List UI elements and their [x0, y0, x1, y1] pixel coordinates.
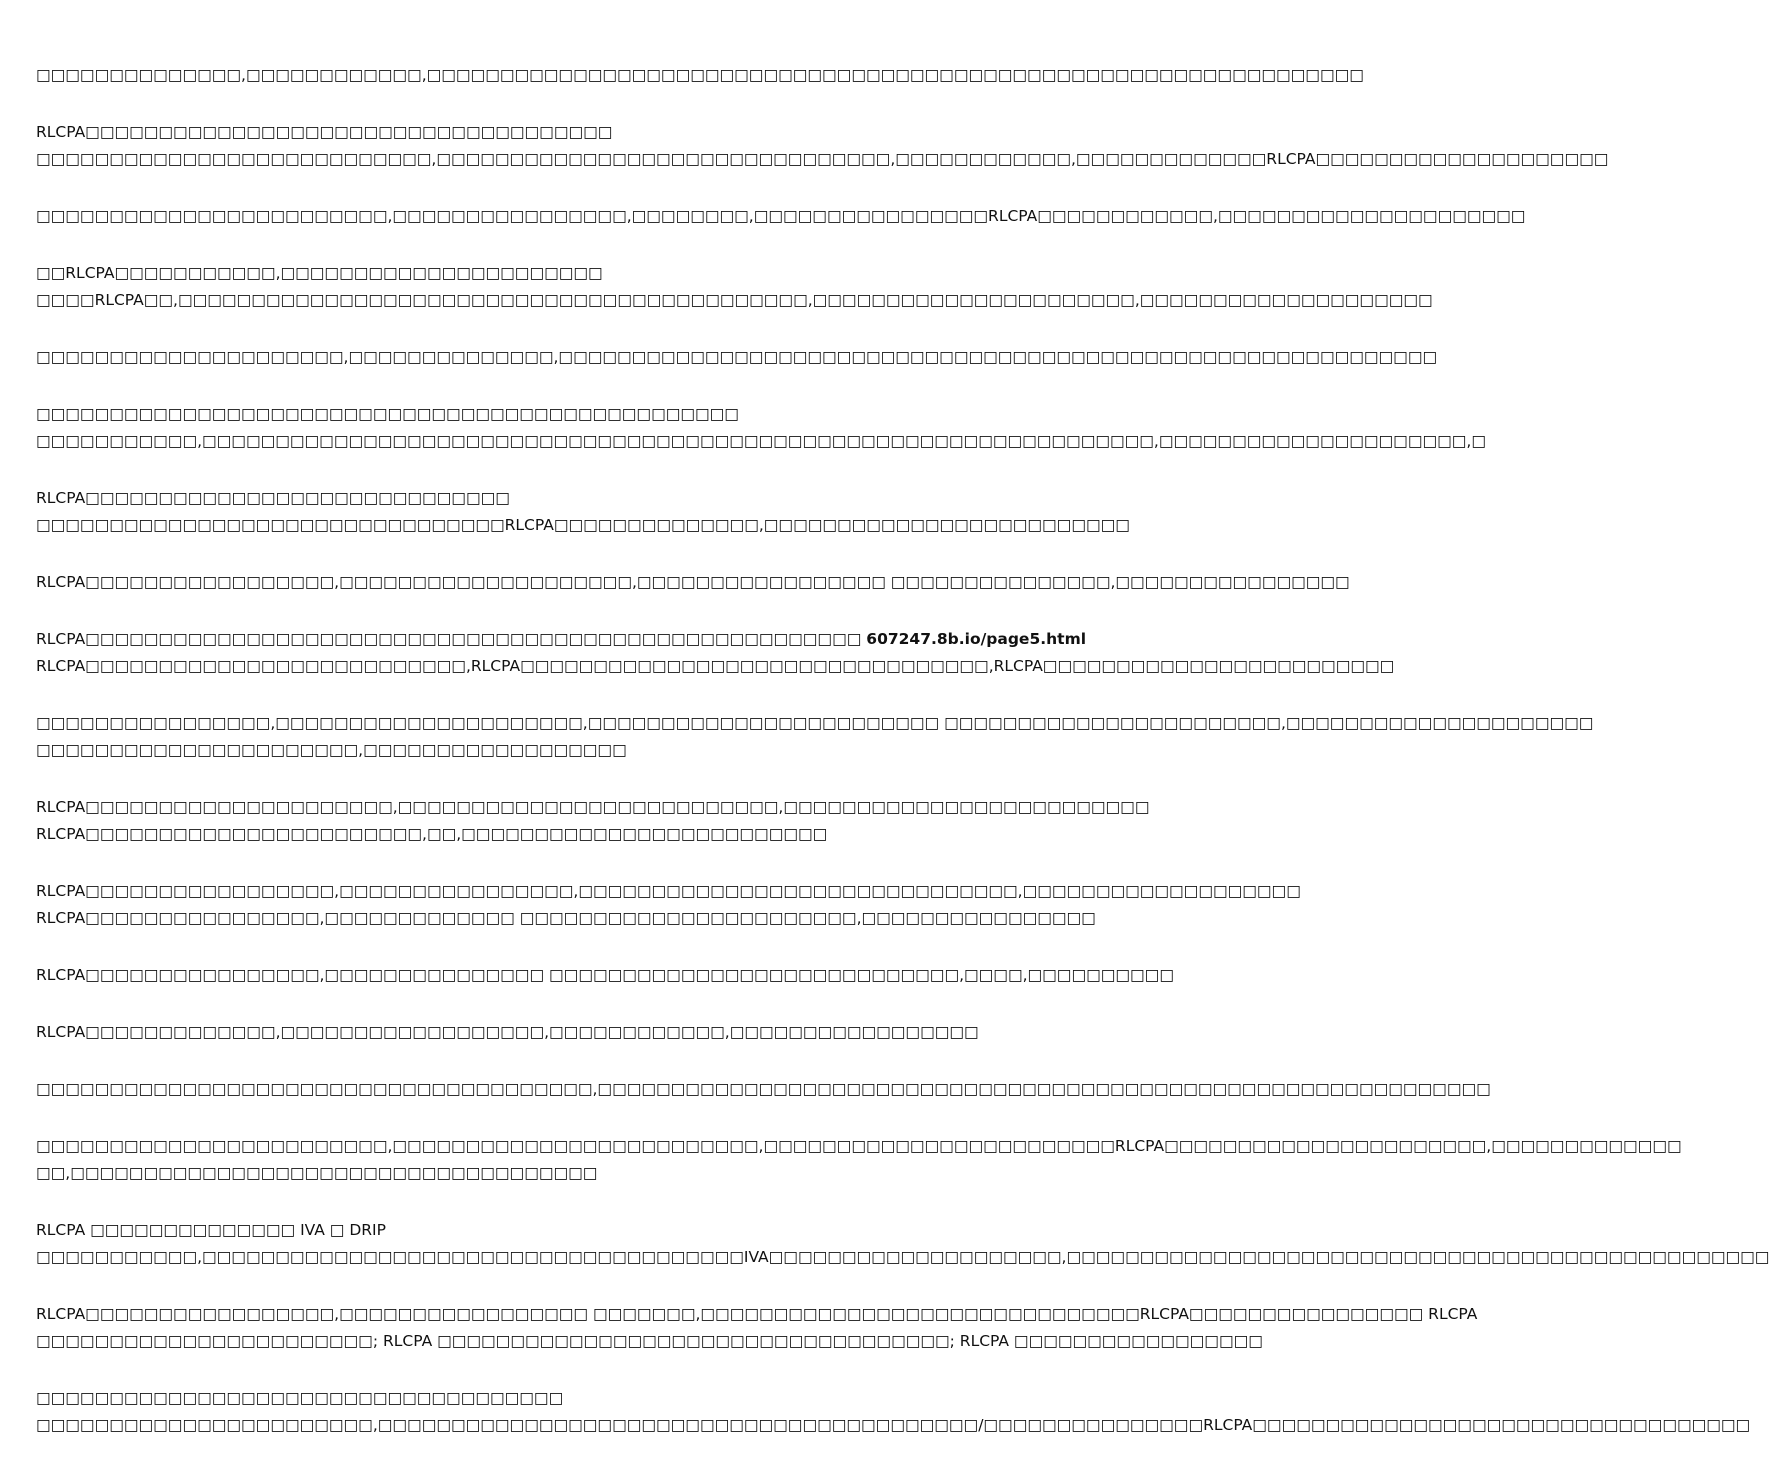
- paragraph: [36, 794, 1150, 848]
- text-line: [36, 1328, 1263, 1355]
- line-text: □□□□□□□□□□□□□□□□□□□□□□□,□□□□□□□□□□□□□□□□□□□□□□□□□□□□□□□□□□□□□□□□□/□□□□□□□□□□□□□□□RLCPA□□□□□□□□□□□□□□□□□□□□□□□□□□□□□□□□□□: [36, 1416, 1751, 1434]
- line-text: RLCPA□□□□□□□□□□□□□□□□□□□□□□□,□□,□□□□□□□□□□□□□□□□□□□□□□□□□: [36, 825, 828, 843]
- paragraph: [36, 626, 1395, 680]
- line-text: □□□□□□□□□□□□□□,□□□□□□□□□□□□,□□□□□□□□□□□□□□□□□□□□□□□□□□□□□□□□□□□□□□□□□□□□□□□□□□□□□□□□□□□□□□□□: [36, 66, 1364, 84]
- document-body: [36, 62, 1769, 1469]
- paragraph: [36, 710, 1594, 764]
- text-line: [36, 737, 990, 764]
- text-line: [36, 344, 1438, 371]
- line-text: RLCPA□□□□□□□□□□□□□□□□□□□□□□□□□□□□□: [36, 489, 510, 507]
- paragraph: [36, 1019, 990, 1046]
- text-line: [36, 1076, 1491, 1103]
- line-text: □□□□□□□□□□□□□□□□□□□□□,□□□□□□□□□□□□□□,□□□□□□□□□□□□□□□□□□□□□□□□□□□□□□□□□□□□□□□□□□□□□□□□□□□□□□□□□□□□: [36, 348, 1438, 366]
- paragraph: [36, 203, 1526, 230]
- text-line: [36, 962, 1174, 989]
- line-text: RLCPA□□□□□□□□□□□□□□□□□□□□□□□□□□,RLCPA□□□□□□□□□□□□□□□□□□□□□□□□□□□□□□□□,RLCPA□□□□□□□□□□□□□□□□□□□□□□□□: [36, 657, 1395, 675]
- text-line: [36, 62, 1364, 89]
- line-text: □□□□□□□□□□□□□□□□□□□□□□,□□□□□□□□□□□□□□□□□□: [36, 741, 627, 759]
- text-line: [36, 1301, 1478, 1328]
- text-line: [36, 905, 1096, 932]
- line-text: □□□□□□□□□□□□□□□□□□□□□□□□,□□□□□□□□□□□□□□□□□□□□□□□□□,□□□□□□□□□□□□□□□□□□□□□□□□RLCPA□□□□□□□□□□□□□□□□□□□□□□,□□□□□□□□□□□□□: [36, 1137, 1682, 1155]
- line-text: □□□□RLCPA□□,□□□□□□□□□□□□□□□□□□□□□□□□□□□□□□□□□□□□□□□□□□□,□□□□□□□□□□□□□□□□□□□□□□,□□□□□□□□□□□□□□□□□□□□: [36, 291, 1433, 309]
- paragraph: [36, 260, 1433, 314]
- text-line: [36, 1412, 1751, 1439]
- text-line: [36, 626, 1087, 653]
- paragraph: [36, 1133, 1682, 1187]
- text-line: [36, 1385, 990, 1412]
- line-text: □□□□□□□□□□□□□□□□□□□□□□□; RLCPA □□□□□□□□□□□□□□□□□□□□□□□□□□□□□□□□□□□; RLCPA □□□□□□□□□□□□□□□□□: [36, 1332, 1263, 1350]
- text-line: [36, 260, 990, 287]
- line-text: RLCPA□□□□□□□□□□□□□□□□□□□□□□□□□□□□□□□□□□□□□□□□□□□□□□□□□□□□□: [36, 630, 867, 648]
- paragraph: [36, 1076, 1491, 1103]
- line-text: □□□□□□□□□□□□□□□□□□□□□□□□□□□□□□□□□□□□□□,□□□□□□□□□□□□□□□□□□□□□□□□□□□□□□□□□□□□□□□□□□□□□□□□□□□□□□□□□□□□□: [36, 1080, 1491, 1098]
- line-text: RLCPA □□□□□□□□□□□□□□ IVA □ DRIP: [36, 1221, 386, 1239]
- paragraph: [36, 962, 1174, 989]
- text-line: [36, 1160, 990, 1187]
- line-text: □□□□□□□□□□□□□□□□□□□□□□□□□□□□□□□□□□□□□□□□□□□□□□□□: [36, 405, 739, 423]
- text-line: [36, 512, 1130, 539]
- text-line: [36, 485, 990, 512]
- text-line: [36, 653, 1395, 680]
- text-line: [36, 428, 1486, 455]
- text-line: [36, 794, 1150, 821]
- paragraph: [36, 62, 1364, 89]
- paragraph: [36, 1301, 1478, 1355]
- paragraph: [36, 119, 1609, 173]
- line-text: RLCPA□□□□□□□□□□□□□□□□,□□□□□□□□□□□□□□□ □□□□□□□□□□□□□□□□□□□□□□□□□□□□,□□□□,□□□□□□□□□□: [36, 966, 1174, 984]
- text-line: [36, 119, 990, 146]
- line-text: RLCPA□□□□□□□□□□□□□□□□□,□□□□□□□□□□□□□□□□,□□□□□□□□□□□□□□□□□□□□□□□□□□□□□□,□□□□□□□□□□□□□□□□□□□: [36, 882, 1301, 900]
- line-text: □□□□□□□□□□□,□□□□□□□□□□□□□□□□□□□□□□□□□□□□□□□□□□□□□IVA□□□□□□□□□□□□□□□□□□□□,□□□□□□□□□□□□□□□□□□□□□□□□□□□□□□□□□□□□□□□□□□□□□□□□: [36, 1248, 1769, 1266]
- line-text: □□□□□□□□□□□□□□□□□□□□□□□□□□□,□□□□□□□□□□□□□□□□□□□□□□□□□□□□□□□,□□□□□□□□□□□□,□□□□□□□□□□□□□RLCPA□□□□□□□□□□□□□□□□□□□□: [36, 150, 1609, 168]
- line-text: RLCPA□□□□□□□□□□□□□□□□□,□□□□□□□□□□□□□□□□□ □□□□□□□,□□□□□□□□□□□□□□□□□□□□□□□□□□□□□□RLCPA□□□□□□□□□□□□□□□□ RLCPA: [36, 1305, 1478, 1323]
- line-text: □□□□□□□□□□□□□□□□□□□□□□□□□□□□□□□□□□□□: [36, 1389, 564, 1407]
- paragraph: [36, 1385, 1751, 1439]
- paragraph: [36, 1217, 1769, 1271]
- line-text: RLCPA□□□□□□□□□□□□□□□□□,□□□□□□□□□□□□□□□□□□□□,□□□□□□□□□□□□□□□□□ □□□□□□□□□□□□□□□,□□□□□□□□□□□□□□□□: [36, 573, 1350, 591]
- line-text: □□,□□□□□□□□□□□□□□□□□□□□□□□□□□□□□□□□□□□□: [36, 1164, 598, 1182]
- text-line: [36, 287, 1433, 314]
- line-text: RLCPA□□□□□□□□□□□□□□□□□□□□□,□□□□□□□□□□□□□□□□□□□□□□□□□□,□□□□□□□□□□□□□□□□□□□□□□□□□: [36, 798, 1150, 816]
- text-line: [36, 878, 1301, 905]
- text-line: [36, 1019, 990, 1046]
- text-line: [36, 1133, 1682, 1160]
- text-line: [36, 1244, 1769, 1271]
- text-line: [36, 146, 1609, 173]
- paragraph: [36, 485, 1130, 539]
- text-line: [36, 821, 990, 848]
- page-link[interactable]: 607247.8b.io/page5.html: [866, 630, 1087, 648]
- text-line: [36, 203, 1526, 230]
- line-text: RLCPA□□□□□□□□□□□□□□□□□□□□□□□□□□□□□□□□□□□□: [36, 123, 613, 141]
- paragraph: [36, 878, 1301, 932]
- line-text: □□□□□□□□□□□□□□□□□□□□□□□□□□□□□□□□RLCPA□□□□□□□□□□□□□□,□□□□□□□□□□□□□□□□□□□□□□□□□: [36, 516, 1130, 534]
- line-text: RLCPA□□□□□□□□□□□□□,□□□□□□□□□□□□□□□□□□,□□□□□□□□□□□□,□□□□□□□□□□□□□□□□□: [36, 1023, 979, 1041]
- text-line: [36, 401, 990, 428]
- text-line: [36, 569, 1350, 596]
- text-line: [36, 1217, 990, 1244]
- line-text: RLCPA□□□□□□□□□□□□□□□□,□□□□□□□□□□□□□ □□□□□□□□□□□□□□□□□□□□□□□,□□□□□□□□□□□□□□□□: [36, 909, 1096, 927]
- text-line: [36, 710, 1594, 737]
- line-text: □□□□□□□□□□□,□□□□□□□□□□□□□□□□□□□□□□□□□□□□□□□□□□□□□□□□□□□□□□□□□□□□□□□□□□□□□□□□□,□□□□□□□□□□□□□□□□□□□□□,□: [36, 432, 1486, 450]
- line-text: □□□□□□□□□□□□□□□□□□□□□□□□,□□□□□□□□□□□□□□□□,□□□□□□□□,□□□□□□□□□□□□□□□□RLCPA□□□□□□□□□□□□,□□□□□□□□□□□□□□□□□□□□□: [36, 207, 1526, 225]
- line-text: □□RLCPA□□□□□□□□□□□,□□□□□□□□□□□□□□□□□□□□□□: [36, 264, 603, 282]
- paragraph: [36, 569, 1350, 596]
- paragraph: [36, 401, 1486, 455]
- paragraph: [36, 344, 1438, 371]
- line-text: □□□□□□□□□□□□□□□□,□□□□□□□□□□□□□□□□□□□□□,□□□□□□□□□□□□□□□□□□□□□□□□ □□□□□□□□□□□□□□□□□□□□□□□,□□□□□□□□□□□□□□□□□□□□□: [36, 714, 1594, 732]
